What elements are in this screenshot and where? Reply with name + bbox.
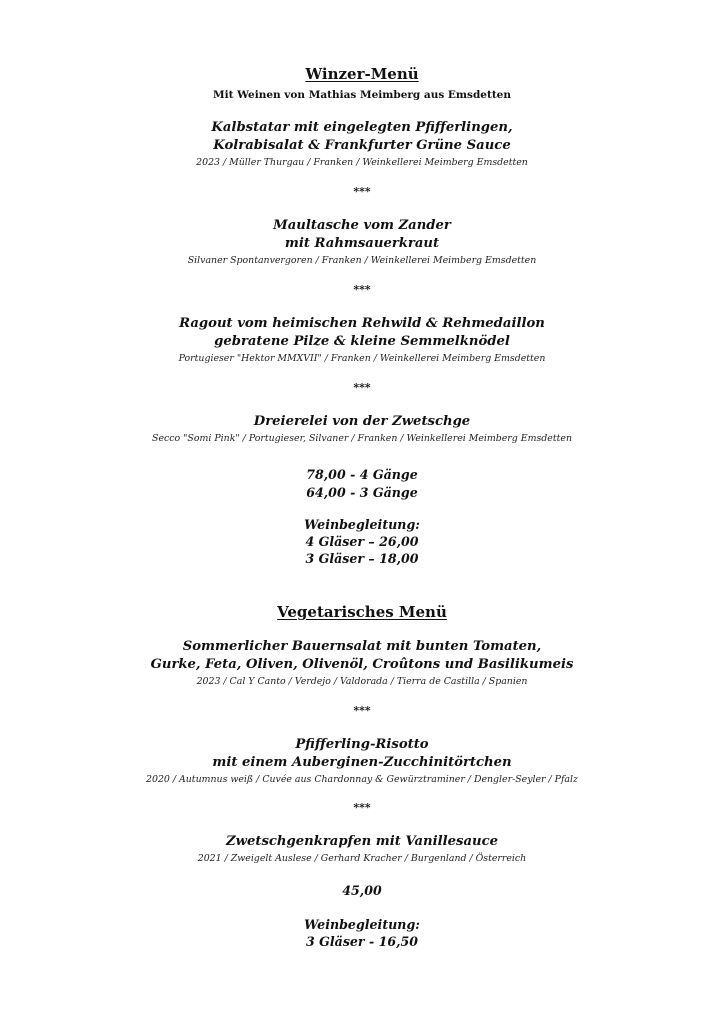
pairing-label: Weinbegleitung: [304, 517, 420, 532]
veg-course-1-line-1: Sommerlicher Bauernsalat mit bunten Tomaten, [182, 639, 542, 654]
course-4-line-1: Dreierelei von der Zwetschge [253, 414, 471, 429]
veg-course-3-wine: 2021 / Zweigelt Auslese / Gerhard Kracher / Burgenland / Österreich [197, 853, 527, 864]
price-3-courses: 64,00 - 3 Gänge [306, 485, 418, 500]
separator: *** [353, 801, 371, 814]
veg-course-1-line-2: Gurke, Feta, Oliven, Olivenöl, Croûtons und Basilikumeis [150, 657, 574, 672]
veg-course-2-wine: 2020 / Autumnus weiß / Cuvée aus Chardonnay & Gewürztraminer / Dengler-Seyler / Pfalz [146, 774, 578, 785]
course-3-line-1: Ragout vom heimischen Rehwild & Rehmedaillon [179, 316, 545, 331]
separator: *** [353, 185, 371, 198]
winzer-menu-title: Winzer-Menü [305, 65, 419, 83]
pairing-3-glasses: 3 Gläser – 18,00 [305, 551, 419, 566]
separator: *** [353, 283, 371, 296]
winzer-menu-subtitle: Mit Weinen von Mathias Meimberg aus Emsdetten [212, 89, 511, 101]
veg-course-2-line-1: Pfifferling-Risotto [295, 737, 429, 752]
course-2-wine: Silvaner Spontanvergoren / Franken / Weinkellerei Meimberg Emsdetten [187, 255, 537, 266]
course-2-line-2: mit Rahmsauerkraut [284, 236, 440, 251]
veg-course-1-wine: 2023 / Cal Y Canto / Verdejo / Valdorada / Tierra de Castilla / Spanien [196, 676, 528, 687]
separator: *** [353, 704, 371, 717]
course-3-line-2: gebratene Pilze & kleine Semmelknödel [214, 334, 510, 349]
course-3-wine: Portugieser "Hektor MMXVII" / Franken / Weinkellerei Meimberg Emsdetten [178, 353, 546, 364]
vegetarian-price: 45,00 [342, 883, 382, 898]
course-1-wine: 2023 / Müller Thurgau / Franken / Weinkellerei Meimberg Emsdetten [196, 157, 528, 168]
course-2-line-1: Maultasche vom Zander [273, 218, 451, 233]
pairing-4-glasses: 4 Gläser – 26,00 [305, 534, 419, 549]
course-1-line-1: Kalbstatar mit eingelegten Pfifferlingen, [211, 120, 513, 135]
veg-pairing-label: Weinbegleitung: [304, 917, 420, 932]
course-1-line-2: Kolrabisalat & Frankfurter Grüne Sauce [213, 138, 511, 153]
price-4-courses: 78,00 - 4 Gänge [306, 467, 418, 482]
vegetarian-menu-title: Vegetarisches Menü [277, 603, 447, 621]
course-4-wine: Secco "Somi Pink" / Portugieser, Silvaner / Franken / Weinkellerei Meimberg Emsdetten [152, 433, 572, 444]
separator: *** [353, 381, 371, 394]
veg-pairing-3-glasses: 3 Gläser - 16,50 [305, 934, 418, 949]
veg-course-3-line-1: Zwetschgenkrapfen mit Vanillesauce [226, 834, 498, 849]
veg-course-2-line-2: mit einem Auberginen-Zucchinitörtchen [212, 755, 512, 770]
